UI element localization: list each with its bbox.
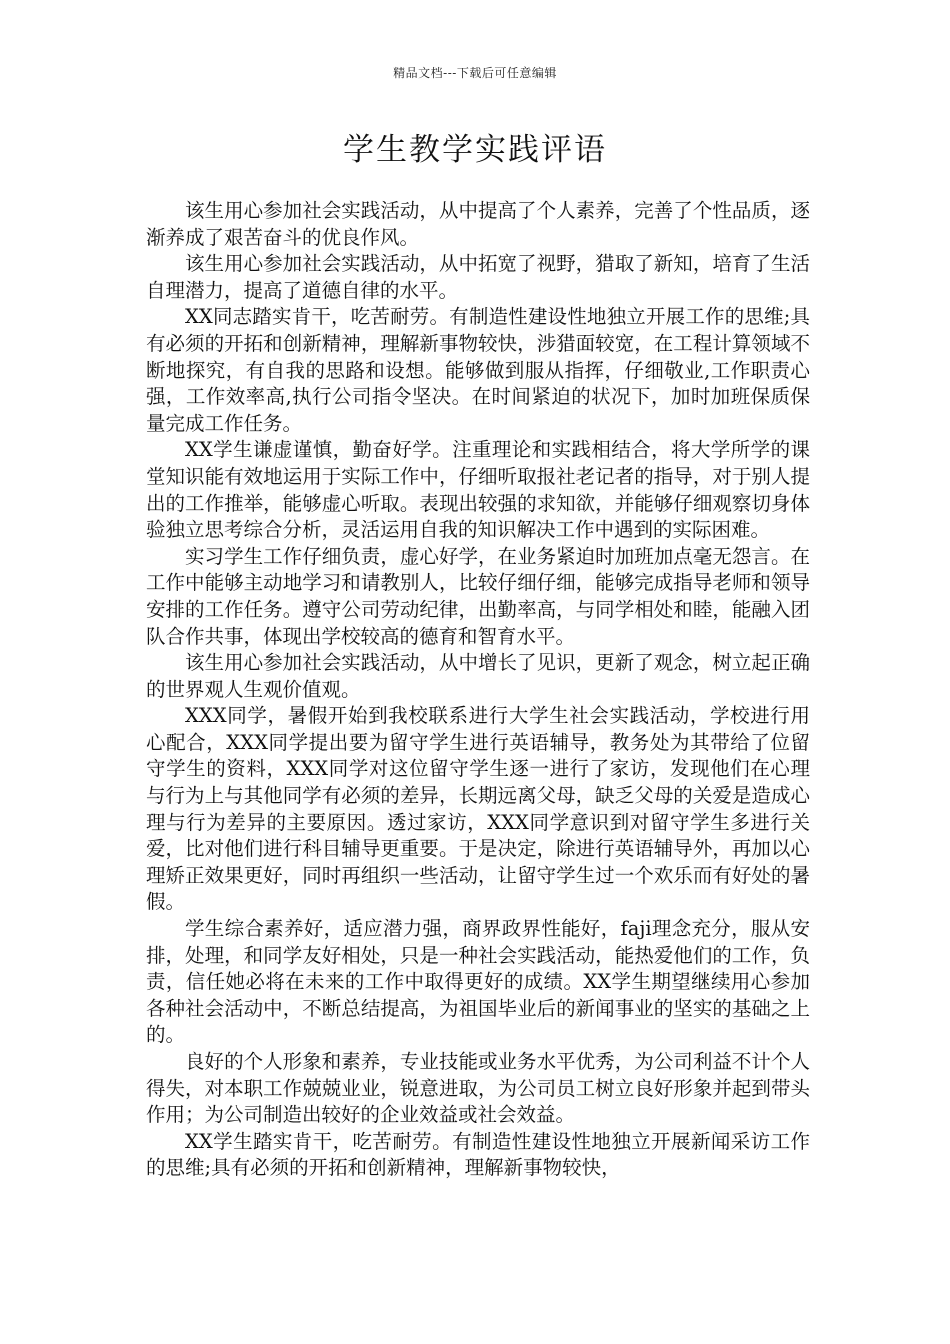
- paragraph: 学生综合素养好，适应潜力强，商界政界性能好，faji理念充分，服从安排，处理，和同学友好相处，只是一种社会实践活动，能热爱他们的工作，负责，信任她必将在未来的工作中取得更好的成绩。XX学生期望继续用心参加各种社会活动中，不断总结提高，为祖国毕业后的新闻事业的坚实的基础之上的。: [146, 917, 810, 1047]
- document-title: 学生教学实践评语: [343, 132, 607, 168]
- paragraph: 该生用心参加社会实践活动，从中增长了见识，更新了观念，树立起正确的世界观人生观价值观。: [146, 651, 810, 701]
- paragraph: 该生用心参加社会实践活动，从中拓宽了视野，猎取了新知，培育了生活自理潜力，提高了道德自律的水平。: [146, 252, 810, 302]
- paragraph: XXX同学，暑假开始到我校联系进行大学生社会实践活动，学校进行用心配合，XXX同学提出要为留守学生进行英语辅导，教务处为其带给了位留守学生的资料，XXX同学对这位留守学生逐一进行了家访，发现他们在心理与行为上与其他同学有必须的差异，长期远离父母，缺乏父母的关爱是造成心理与行为差异的主要原因。透过家访，XXX同学意识到对留守学生多进行关爱，比对他们进行科目辅导更重要。于是决定，除进行英语辅导外，再加以心理矫正效果更好，同时再组织一些活动，让留守学生过一个欢乐而有好处的暑假。: [146, 704, 810, 914]
- paragraph: XX同志踏实肯干，吃苦耐劳。有制造性建设性地独立开展工作的思维;具有必须的开拓和创新精神，理解新事物较快，涉猎面较宽，在工程计算领域不断地探究，有自我的思路和设想。能够做到服从指挥，仔细敬业,工作职责心强，工作效率高,执行公司指令坚决。在时间紧迫的状况下，加时加班保质保量完成工作任务。: [146, 305, 810, 435]
- paragraph: 该生用心参加社会实践活动，从中提高了个人素养，完善了个性品质，逐渐养成了艰苦奋斗的优良作风。: [146, 199, 810, 249]
- paragraph: 良好的个人形象和素养，专业技能或业务水平优秀，为公司利益不计个人得失，对本职工作兢兢业业，锐意进取，为公司员工树立良好形象并起到带头作用；为公司制造出较好的企业效益或社会效益。: [146, 1050, 810, 1127]
- paragraph: 实习学生工作仔细负责，虚心好学，在业务紧迫时加班加点毫无怨言。在工作中能够主动地学习和请教别人，比较仔细仔细，能够完成指导老师和领导安排的工作任务。遵守公司劳动纪律，出勤率高，与同学相处和睦，能融入团队合作共事，体现出学校较高的德育和智育水平。: [146, 544, 810, 648]
- paragraph: XX学生踏实肯干，吃苦耐劳。有制造性建设性地独立开展新闻采访工作的思维;具有必须的开拓和创新精神，理解新事物较快，: [146, 1129, 810, 1180]
- document-body: [146, 198, 810, 1182]
- paragraph: XX学生谦虚谨慎，勤奋好学。注重理论和实践相结合，将大学所学的课堂知识能有效地运用于实际工作中，仔细听取报社老记者的指导，对于别人提出的工作推举，能够虚心听取。表现出较强的求知欲，并能够仔细观察切身体验独立思考综合分析，灵活运用自我的知识解决工作中遇到的实际困难。: [146, 438, 810, 542]
- page-header-note: 精品文档---下载后可任意编辑: [393, 66, 557, 80]
